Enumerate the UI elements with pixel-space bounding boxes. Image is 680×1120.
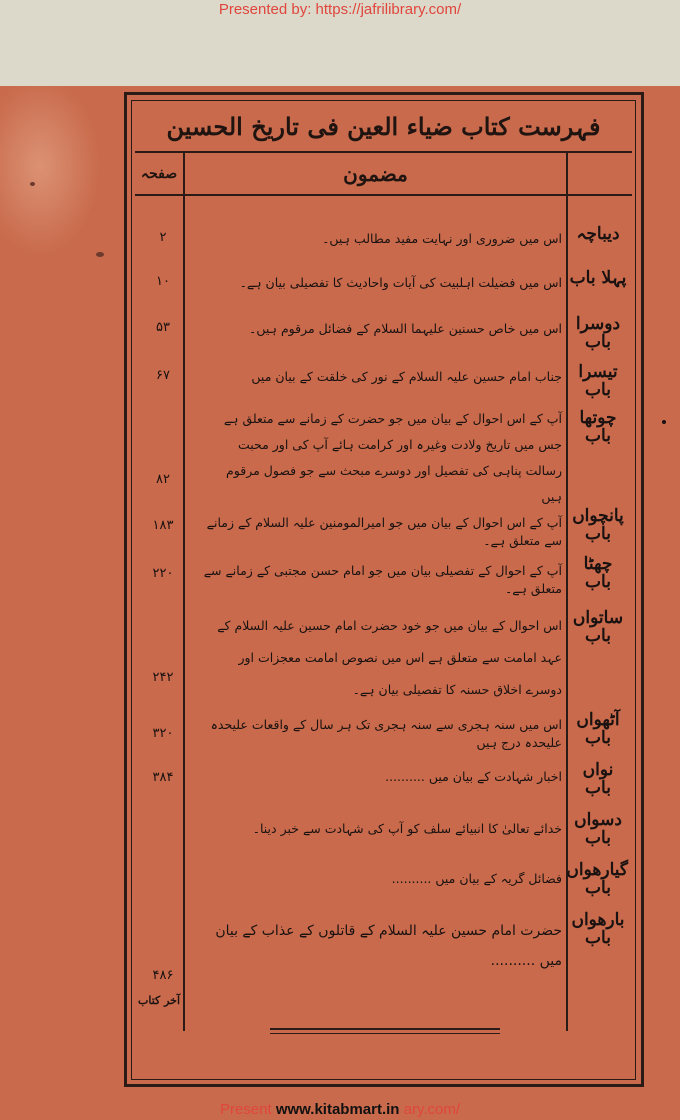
toc-row [135, 362, 632, 400]
watermark-bottom[interactable] [0, 1100, 680, 1120]
toc-row [135, 406, 632, 504]
toc-row [135, 270, 632, 300]
entry-text: جناب امام حسین علیہ السلام کے نور کی خلقت کے بیان میں [251, 369, 562, 384]
chapter-label: نواں باب [582, 760, 614, 798]
page-number: ۱۰ [156, 274, 170, 289]
paper-speck [662, 420, 666, 424]
chapter-label: تیسرا باب [578, 362, 618, 400]
toc-row [135, 712, 632, 752]
entry-text: اس میں ضروری اور نہایت مفید مطالب ہیں۔ [322, 231, 562, 246]
paper-speck [96, 252, 104, 257]
page-number: ۲ [159, 230, 167, 245]
header-divider [135, 194, 632, 196]
page-number: ۸۲ [156, 472, 170, 487]
closing-rule [270, 1033, 500, 1034]
page-number: ۲۲۰ [152, 566, 174, 581]
chapter-label: دسواں باب [574, 810, 622, 848]
page-number: ۳۲۰ [152, 726, 174, 741]
chapter-label: پانچواں باب [572, 506, 624, 544]
closing-rule [270, 1028, 500, 1030]
entry-text: اس احوال کے بیان میں جو خود حضرت امام حسین علیہ السلام کے عہد امامت سے متعلق ہے اس میں نصوص امامت معجزات اور دوسرے اخلاق حسنہ کا تفصیلی بیان ہے۔ [217, 618, 562, 697]
chapter-label: دوسرا باب [575, 314, 621, 352]
watermark-bottom-left: Present [219, 1101, 272, 1118]
entry-text: اس میں فضیلت اہلبیت کی آیات واحادیث کا تفصیلی بیان ہے۔ [239, 275, 562, 290]
toc-row [135, 762, 632, 798]
page-number: ۱۸۳ [152, 518, 174, 533]
entry-text: اخبار شہادت کے بیان میں .......... [385, 769, 562, 784]
toc-row [135, 314, 632, 352]
chapter-label: پہلا باب [569, 268, 627, 288]
entry-text: آپ کے اس احوال کے بیان میں جو حضرت کے زمانے سے متعلق ہے جس میں تاریخ ولادت وغیرہ اور کرامت ہائے آپ کی اور محبت رسالت پناہی کی تفصیل اور دوسرے مبحث سے جو فصول مرقوم ہیں [223, 411, 562, 504]
watermark-bottom-right: ary.com/ [403, 1101, 461, 1118]
toc-row [135, 226, 632, 256]
chapter-label: ساتواں باب [572, 608, 624, 646]
chapter-label: دیباچہ [576, 224, 620, 244]
toc-row [135, 554, 632, 596]
page-number: ۴۸۶ [152, 968, 174, 983]
chapter-label: آٹھواں باب [576, 710, 620, 748]
end-of-book-label: آخر کتاب [137, 994, 181, 1007]
entry-text: اس میں سنہ ہجری سے سنہ ہجری تک ہر سال کے واقعات علیحدہ علیحدہ درج ہیں [210, 717, 562, 750]
page-number: ۵۳ [156, 320, 170, 335]
entry-text: حضرت امام حسین علیہ السلام کے قاتلوں کے عذاب کے بیان میں .......... [215, 923, 562, 969]
page-number: ۲۴۲ [152, 670, 174, 685]
chapter-label: چوتھا باب [579, 408, 617, 446]
subject-header: مضمون [343, 162, 408, 186]
entry-text: اس میں خاص حسنین علیہما السلام کے فضائل مرقوم ہیں۔ [249, 321, 562, 336]
page-title: فہرست کتاب ضیاء العین فی تاریخ الحسین [135, 103, 632, 153]
entry-text: آپ کے احوال کے تفصیلی بیان میں جو امام حسن مجتبی کے زمانے سے متعلق ہے۔ [203, 563, 562, 596]
toc-row [135, 912, 632, 992]
page-header: صفحہ [140, 166, 178, 182]
watermark-bottom-center[interactable]: www.kitabmart.in [275, 1101, 400, 1118]
page-number: ۶۷ [156, 368, 170, 383]
chapter-label: چھٹا باب [583, 554, 613, 592]
entry-text: خدائے تعالیٰ کا انبیائے سلف کو آپ کی شہادت سے خبر دینا۔ [252, 821, 562, 836]
watermark-top[interactable]: Presented by: https://jafrilibrary.com/ [218, 1, 462, 18]
toc-row [135, 812, 632, 852]
toc-row [135, 862, 632, 902]
paper-speck [30, 182, 35, 186]
toc-row [135, 506, 632, 548]
chapter-label: بارھواں باب [571, 910, 625, 948]
page-number: ۳۸۴ [152, 770, 174, 785]
entry-text: فضائل گریہ کے بیان میں .......... [391, 871, 562, 886]
entry-text: آپ کے اس احوال کے بیان میں جو امیرالمومنین علیہ السلام کے زمانے سے متعلق ہے۔ [206, 515, 562, 548]
chapter-label: گیارھواں باب [566, 860, 628, 898]
toc-row [135, 606, 632, 697]
